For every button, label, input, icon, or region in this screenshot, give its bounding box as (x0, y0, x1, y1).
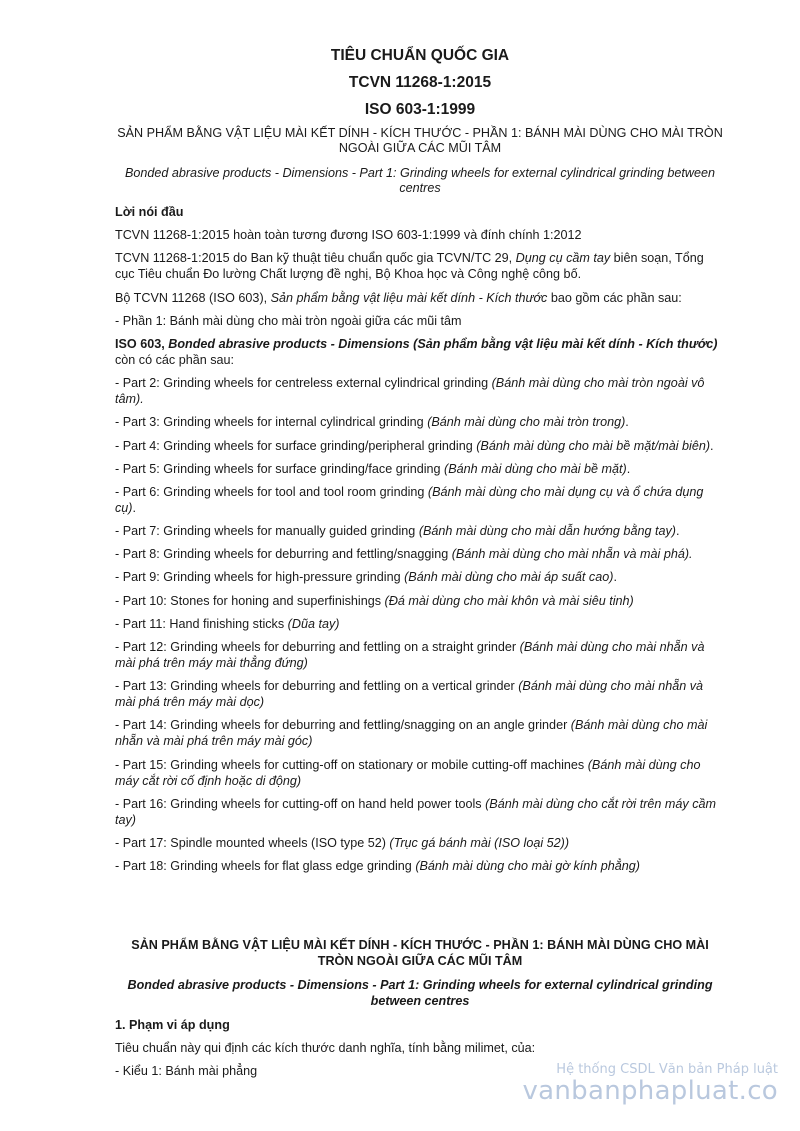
standard-code: TCVN 11268-1:2015 (348, 74, 492, 91)
part-item: - Part 18: Grinding wheels for flat glass edge grinding (Bánh mài dùng cho mài gờ kính phẳng) (115, 859, 640, 874)
part-item: - Part 7: Grinding wheels for manually guided grinding (Bánh mài dùng cho mài dẫn hướng bằng tay). (115, 524, 680, 539)
scope-heading: 1. Phạm vi áp dụng (115, 1018, 230, 1032)
watermark-caption: Hệ thống CSDL Văn bản Pháp luật (556, 1062, 778, 1077)
part-item: - Part 8: Grinding wheels for deburring and fettling/snagging (Bánh mài dùng cho mài nhẵn và mài phá). (115, 547, 693, 562)
part-item: - Part 10: Stones for honing and superfinishings (Đá mài dùng cho mài khôn và mài siêu tinh) (115, 593, 634, 608)
vietnamese-title: SẢN PHẨM BẰNG VẬT LIỆU MÀI KẾT DÍNH - KÍCH THƯỚC - PHẦN 1: BÁNH MÀI DÙNG CHO MÀI TRÒN NGOÀI GIỮA CÁC MŨI TÂM (117, 126, 723, 155)
foreword-paragraph-3: Bộ TCVN 11268 (ISO 603), Sản phẩm bằng vật liệu mài kết dính - Kích thước bao gồm các phần sau: (115, 290, 682, 305)
part-item: - Part 14: Grinding wheels for deburring and fettling/snagging on an angle grinder (Bánh mài dùng cho mài nhẵn và mài phá trên máy mài góc) (115, 718, 708, 749)
part-item: - Part 6: Grinding wheels for tool and tool room grinding (Bánh mài dùng cho mài dụng cụ và ổ chứa dụng cụ). (115, 484, 704, 515)
foreword-section (115, 204, 725, 881)
doc-type-title: TIÊU CHUẨN QUỐC GIA (330, 47, 510, 64)
part-item: - Part 12: Grinding wheels for deburring and fettling on a straight grinder (Bánh mài dùng cho mài nhẵn và mài phá trên máy mài thẳng đứng) (115, 640, 705, 670)
part-item: - Part 5: Grinding wheels for surface grinding/face grinding (Bánh mài dùng cho mài bề mặt). (115, 461, 631, 476)
part-item: - Part 3: Grinding wheels for internal cylindrical grinding (Bánh mài dùng cho mài tròn trong). (115, 415, 629, 430)
part-item: - Part 17: Spindle mounted wheels (ISO type 52) (Trục gá bánh mài (ISO loại 52)) (115, 835, 570, 850)
english-title: Bonded abrasive products - Dimensions - Part 1: Grinding wheels for external cylindrical grinding between centres (124, 166, 716, 195)
foreword-part-1: - Phần 1: Bánh mài dùng cho mài tròn ngoài giữa các mũi tâm (115, 313, 462, 328)
section-vietnamese-title: SẢN PHẨM BẰNG VẬT LIỆU MÀI KẾT DÍNH - KÍCH THƯỚC - PHẦN 1: BÁNH MÀI DÙNG CHO MÀI TRÒN NGOÀI GIỮA CÁC MŨI TÂM (131, 938, 709, 968)
foreword-paragraph-5: ISO 603, Bonded abrasive products - Dimensions (Sản phẩm bằng vật liệu mài kết dính - Kích thước) còn có các phần sau: (115, 336, 718, 367)
foreword-paragraph-2: TCVN 11268-1:2015 do Ban kỹ thuật tiêu chuẩn quốc gia TCVN/TC 29, Dụng cụ cầm tay biên soạn, Tổng cục Tiêu chuẩn Đo lường Chất lượng đề nghị, Bộ Khoa học và Công nghệ công bố. (115, 251, 704, 282)
part-item: - Part 11: Hand finishing sticks (Dũa tay) (115, 616, 340, 631)
part-item: - Part 2: Grinding wheels for centreless external cylindrical grinding (Bánh mài dùng cho mài tròn ngoài vô tâm). (115, 376, 705, 407)
foreword-heading: Lời nói đầu (115, 205, 184, 219)
scope-text: Tiêu chuẩn này qui định các kích thước danh nghĩa, tính bằng milimet, của: (115, 1041, 536, 1056)
foreword-paragraph-1: TCVN 11268-1:2015 hoàn toàn tương đương ISO 603-1:1999 và đính chính 1:2012 (115, 228, 582, 243)
part-item: - Part 15: Grinding wheels for cutting-off on stationary or mobile cutting-off machines (Bánh mài dùng cho máy cắt rời cố định hoặc di động) (115, 757, 701, 788)
watermark-site: vanbanphapluat.co (522, 1076, 778, 1106)
scope-item-1: - Kiểu 1: Bánh mài phẳng (115, 1064, 258, 1079)
part-item: - Part 9: Grinding wheels for high-pressure grinding (Bánh mài dùng cho mài áp suất cao). (115, 570, 617, 585)
iso-code: ISO 603-1:1999 (364, 101, 476, 118)
part-item: - Part 13: Grinding wheels for deburring and fettling on a vertical grinder (Bánh mài dùng cho mài nhẵn và mài phá trên máy mài dọc) (115, 679, 704, 710)
part-item: - Part 4: Grinding wheels for surface grinding/peripheral grinding (Bánh mài dùng cho mài bề mặt/mài biên). (115, 438, 714, 453)
part-item: - Part 16: Grinding wheels for cutting-off on hand held power tools (Bánh mài dùng cho cắt rời trên máy cầm tay) (115, 796, 717, 827)
parts-list (115, 375, 725, 874)
section-english-title: Bonded abrasive products - Dimensions - Part 1: Grinding wheels for external cylindrical grinding between centres (127, 978, 713, 1008)
